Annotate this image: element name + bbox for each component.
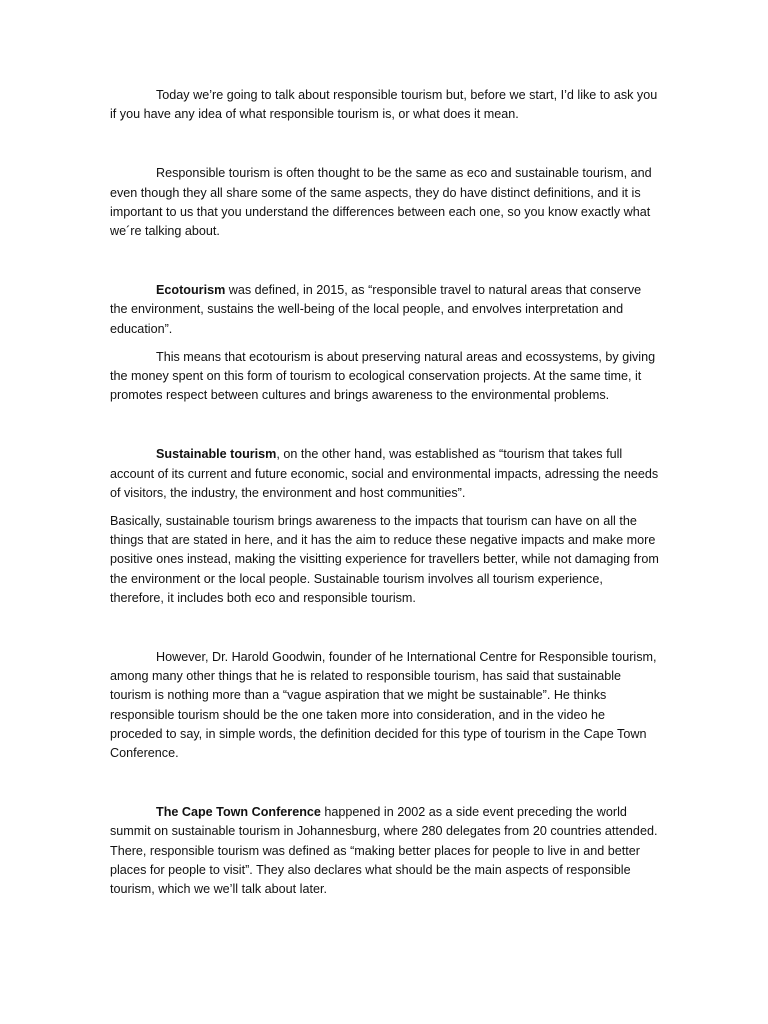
- term-ecotourism: Ecotourism: [156, 283, 226, 298]
- term-cape-town-conference: The Cape Town Conference: [156, 805, 321, 820]
- paragraph-text: happened in 2002 as a side event preceding the world summit on sustainable tourism in Johannesburg, where 280 delegates from 20 countries attended. There, responsible tourism was defined as “making better places for people to live in and better places for people to visit”. They also declares what should be the main aspects of responsible tourism, which we we’ll talk about later.: [110, 805, 658, 897]
- paragraph-text: However, Dr. Harold Goodwin, founder of he International Centre for Responsible tourism, among many other things that he is related to responsible tourism, has said that sustainable tourism is nothing more than a “vague aspiration that we might be sustainable”. He thinks responsible tourism should be the one taken more into consideration, and in the video he proceded to say, in simple words, the definition decided for this type of tourism in the Cape Town Conference.: [110, 650, 657, 761]
- paragraph-text: , on the other hand, was established as “tourism that takes full account of its current and future economic, social and environmental impacts, adressing the needs of visitors, the industry, the environment and host communities”.: [110, 447, 659, 500]
- paragraph-text: This means that ecotourism is about preserving natural areas and ecossystems, by giving the money spent on this form of tourism to ecological conservation projects. At the same time, it promotes respect between cultures and brings awareness to the environmental problems.: [110, 349, 656, 403]
- paragraph-intro: [110, 86, 660, 124]
- term-sustainable-tourism: Sustainable tourism: [156, 447, 277, 462]
- paragraph-sustainable-definition: [110, 445, 660, 503]
- document-page: [110, 86, 660, 899]
- paragraph-ecotourism-definition: [110, 281, 660, 339]
- paragraph-text: Today we’re going to talk about responsible tourism but, before we start, I’d like to ask you if you have any idea of what responsible tourism is, or what does it mean.: [110, 88, 658, 122]
- paragraph-sustainable-meaning: [110, 512, 660, 608]
- paragraph-cape-town: [110, 803, 660, 899]
- paragraph-ecotourism-meaning: [110, 348, 660, 406]
- paragraph-goodwin: [110, 648, 660, 763]
- paragraph-text: was defined, in 2015, as “responsible travel to natural areas that conserve the environment, sustains the well-being of the local people, and envolves interpretation and education”.: [110, 283, 642, 336]
- paragraph-text: Basically, sustainable tourism brings awareness to the impacts that tourism can have on all the things that are stated in here, and it has the aim to reduce these negative impacts and make more positive ones instead, making the visitting experience for travellers better, while not damaging from the environment or the local people. Sustainable tourism involves all tourism experience, therefore, it includes both eco and responsible tourism.: [110, 514, 659, 605]
- paragraph-text: Responsible tourism is often thought to be the same as eco and sustainable tourism, and even though they all share some of the same aspects, they do have distinct definitions, and it is important to us that you understand the differences between each one, so you know exactly what we´re talking about.: [110, 166, 652, 239]
- paragraph-definitions-overview: [110, 164, 660, 241]
